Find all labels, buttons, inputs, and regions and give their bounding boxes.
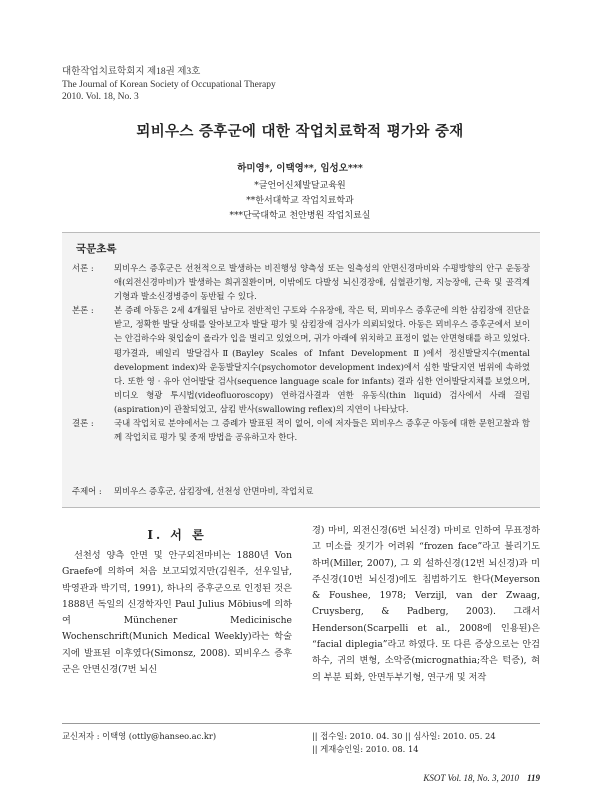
abstract-body [72,261,530,444]
affiliation-2: **한서대학교 작업치료학과 [246,196,354,206]
main-label: 본론 : [72,305,94,316]
background-text: 뫼비우스 증후군은 선천적으로 발생하는 비진행성 양측성 또는 일측성의 안면신경마비와 수평방향의 안구 운동장애(외전신경마비)가 발생하는 희귀질환이며, 이밖에도 다발성 뇌신경장애, 심혈관기형, 지능장애, 근육 및 골격계 기형과 발소신경병증이 동반될 수 있다. [114,263,530,302]
page-number: 119 [526,773,540,783]
body-left-column: 선천성 양측 안면 및 안구외전마비는 1880년 Von Graefe에 의하여 처음 보고되었지만(김원주, 선우일남, 박영관과 박기덕, 1991), 하나의 증후군으로 인정된 것은 1888년 독일의 신경학자인 Paul Julius Möbius에 의하여 Münchener Medicinische Wochenschrift(Munich Medical Weekly)라는 학술지에 발표된 이후였다(Simonsz, 2008). 뫼비우스 증후군은 안면신경(7번 뇌신 [62,550,292,676]
abstract-keywords [72,485,530,497]
main-text: 본 증례 아동은 2세 4개월된 남아로 전반적인 구토와 수유장애, 작은 턱, 뫼비우스 증후군에 의한 삼킴장애 진단을 받고, 정확한 발달 상태를 알아보고자 발달 평가 및 삼킴장애 검사가 의뢰되었다. 아동은 뫼비우스 증후군에서 보이는 안검하수와 윗입술이 올라가 입을 벌리고 있었으며, 귀가 아래에 위치하고 표정이 없는 안면형태를 하고 있었다. 평가결과, 베일리 발달검사Ⅱ(Bayley Scales of Infant Development Ⅱ)에서 정신발달지수(mental development index)와 운동발달지수(psychomotor development index)에서 심한 발달지연 범위에 속하였다. 또한 영 · 유아 언어발달 검사(sequence language scale for infants) 결과 심한 언어발달지체를 보였으며, 비디오 형광 투시법(videofluoroscopy) 연하검사결과 연한 유동식(thin liquid) 검사에서 사래 걸림(aspiration)이 관찰되었고, 삼킴 반사(swallowing reflex)의 지연이 나타났다. [114,305,530,414]
journal-header [62,66,276,104]
affiliation-1: *글언어신체발달교육원 [254,181,346,191]
body-right-column: 경) 마비, 외전신경(6번 뇌신경) 마비로 인하여 무표정하고 미소를 짓기가 어려워 “frozen face”라고 불리기도 하며(Miller, 2007), 그 외 설하신경(12번 뇌신경)과 미주신경(10번 뇌신경)에도 침범하기도 한다(Meyerson & Foushee, 1978; Verzijl, van der Zwaag, Cruysberg, & Padberg, 2003). 그래서 Henderson(Scarpelli et al., 2008에 인용된)은 “facial diplegia”라고 하였다. 또 다른 증상으로는 안검하수, 귀의 변형, 소악증(micrognathia;작은 턱증), 혀의 부분 퇴화, 안면두부기형, 연구개 및 저작 [312,525,540,683]
journal-korean-name: 대한작업치료학회지 제18권 제3호 [62,67,201,77]
page-footer [423,773,540,783]
background-label: 서론 : [72,263,94,273]
author-list: 하미영*, 이택영**, 임성오*** [237,163,363,174]
affiliation-3: ***단국대학교 천안병원 작업치료실 [229,211,371,221]
submission-dates [312,730,496,755]
abstract-main [72,303,530,416]
abstract-heading: 국문초록 [76,243,117,255]
received-reviewed-dates: || 접수일: 2010. 04. 30 || 심사일: 2010. 05. 24 [312,731,496,741]
keywords-label: 주제어 : [72,486,102,496]
corresponding-author: 교신저자 : 이택영 (ottly@hanseo.ac.kr) [62,731,217,741]
accepted-date: || 게재승인일: 2010. 08. 14 [312,743,419,754]
abstract-conclusion [72,416,530,444]
journal-volume: 2010. Vol. 18, No. 3 [62,92,139,102]
conclusion-label: 결론 : [72,418,94,429]
footer-journal: KSOT Vol. 18, No. 3, 2010 [423,773,519,783]
abstract-background [72,261,530,303]
section-heading-introduction: Ⅰ. 서 론 [147,528,207,542]
conclusion-text: 국내 작업치료 분야에서는 그 증례가 발표된 적이 없어, 이에 저자들은 뫼비우스 증후군 아동에 대한 문헌고찰과 함께 작업치료 평가 및 중재 방법을 공유하고자 한다. [114,418,530,443]
journal-english-name: The Journal of Korean Society of Occupational Therapy [62,79,276,90]
footnote-divider [62,723,540,724]
paper-title: 뫼비우스 증후군에 대한 작업치료학적 평가와 중재 [136,123,464,140]
abstract-box [62,232,540,508]
keywords-text: 뫼비우스 증후군, 삼킴장애, 선천성 안면마비, 작업치료 [114,486,314,496]
